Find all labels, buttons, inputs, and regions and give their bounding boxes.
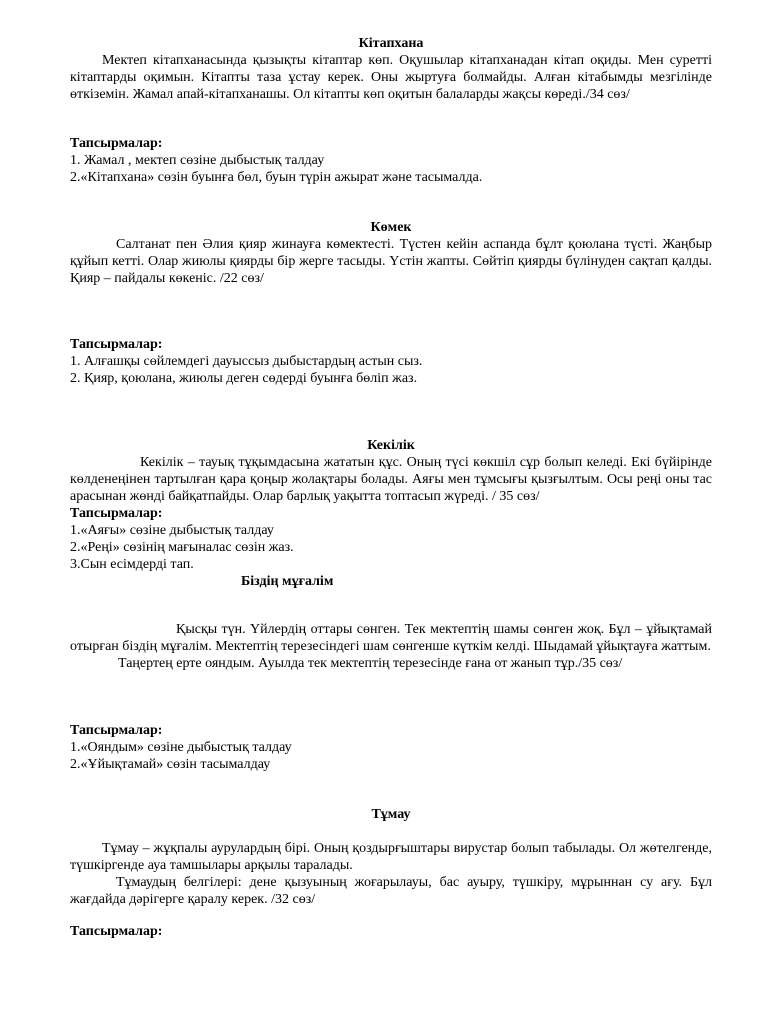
tasks-kitaphana [70, 135, 712, 186]
section-title: Көмек [370, 220, 412, 235]
tasks-muhalim [70, 722, 712, 773]
section-tumau-body [70, 840, 712, 908]
section-paragraph: Мектеп кітапханасында қызықты кітаптар көп. Оқушылар кітапханадан кітап оқиды. Мен суретті кітаптарды оқимын. Кітапты таза ұстау керек. Оны жыртуға болмайды. Алған кітабымды мезгілінде өткіземін. Жамал апай-кітапханашы. Ол кітапты көп оқитын балаларды жақсы көреді./34 сөз/ [70, 53, 712, 102]
task-item: 2.«Кітапхана» сөзін буынға бөл, буын түрін ажырат және тасымалда. [70, 170, 483, 185]
task-item: 2. Қияр, қоюлана, жиюлы деген сөдерді буынға бөліп жаз. [70, 371, 418, 386]
section-paragraph: Кекілік – тауық тұқымдасына жататын құс. Оның түсі көкшіл сұр болып келеді. Екі бүйірінде көлденеңінен тартылған қара қоңыр жолақтары болады. Аяғы мен тұмсығы қызғылтым. Осы реңі оны тас арасынан жөнді байқатпайды. Олар барлық уақытта топтасып жүреді. / 35 сөз/ [70, 455, 712, 504]
section-title: Біздің мұғалім [241, 574, 334, 589]
section-tumau [70, 806, 712, 823]
tasks-heading: Тапсырмалар: [70, 506, 163, 521]
section-paragraph: Тұмаудың белгілері: дене қызуының жоғарылауы, бас ауыру, түшкіру, мұрыннан су ағу. Бұл жағдайда дәрігерге қаралу керек. /32 сөз/ [70, 875, 712, 907]
section-komek [70, 219, 712, 287]
section-muhalim [70, 621, 712, 672]
section-kekilik [70, 437, 712, 590]
section-title: Тұмау [371, 807, 411, 822]
section-title: Кітапхана [358, 36, 424, 51]
section-title: Кекілік [367, 438, 415, 453]
section-kitaphana [70, 35, 712, 103]
task-item: 1.«Ояндым» сөзіне дыбыстық талдау [70, 740, 292, 755]
task-item: 2.«Ұйықтамай» сөзін тасымалдау [70, 757, 271, 772]
section-paragraph: Қысқы түн. Үйлердің оттары сөнген. Тек мектептің шамы сөнген жоқ. Бұл – ұйықтамай отырған біздің мұғалім. Мектептің терезесіндегі шам сөнгенше күткім келді. Шыдамай ұйықтауға жаттым. [70, 622, 712, 654]
tasks-tumau [70, 923, 712, 940]
section-paragraph: Таңертең ерте ояндым. Ауылда тек мектептің терезесінде ғана от жанып тұр./35 сөз/ [118, 656, 623, 671]
task-item: 3.Сын есімдерді тап. [70, 557, 194, 572]
tasks-heading: Тапсырмалар: [70, 924, 163, 939]
section-paragraph: Тұмау – жұқпалы аурулардың бірі. Оның қоздырғыштары вирустар болып табылады. Ол жөтелгенде, түшкіргенде ауа тамшылары арқылы таралады. [70, 841, 712, 873]
task-item: 1.«Аяғы» сөзіне дыбыстық талдау [70, 523, 274, 538]
tasks-heading: Тапсырмалар: [70, 136, 163, 151]
task-item: 1. Жамал , мектеп сөзіне дыбыстық талдау [70, 153, 325, 168]
section-paragraph: Салтанат пен Әлия қияр жинауға көмектесті. Түстен кейін аспанда бұлт қоюлана түсті. Жаңбыр құйып кетті. Олар жиюлы қиярды бір жерге тасыды. Үстін жапты. Сөйтіп қиярды бүлінуден сақтап қалды. Қияр – пайдалы көкеніс. /22 сөз/ [70, 237, 712, 286]
task-item: 1. Алғашқы сөйлемдегі дауыссыз дыбыстардың астын сыз. [70, 354, 423, 369]
tasks-heading: Тапсырмалар: [70, 723, 163, 738]
tasks-komek [70, 336, 712, 387]
task-item: 2.«Реңі» сөзінің мағыналас сөзін жаз. [70, 540, 294, 555]
tasks-heading: Тапсырмалар: [70, 337, 163, 352]
